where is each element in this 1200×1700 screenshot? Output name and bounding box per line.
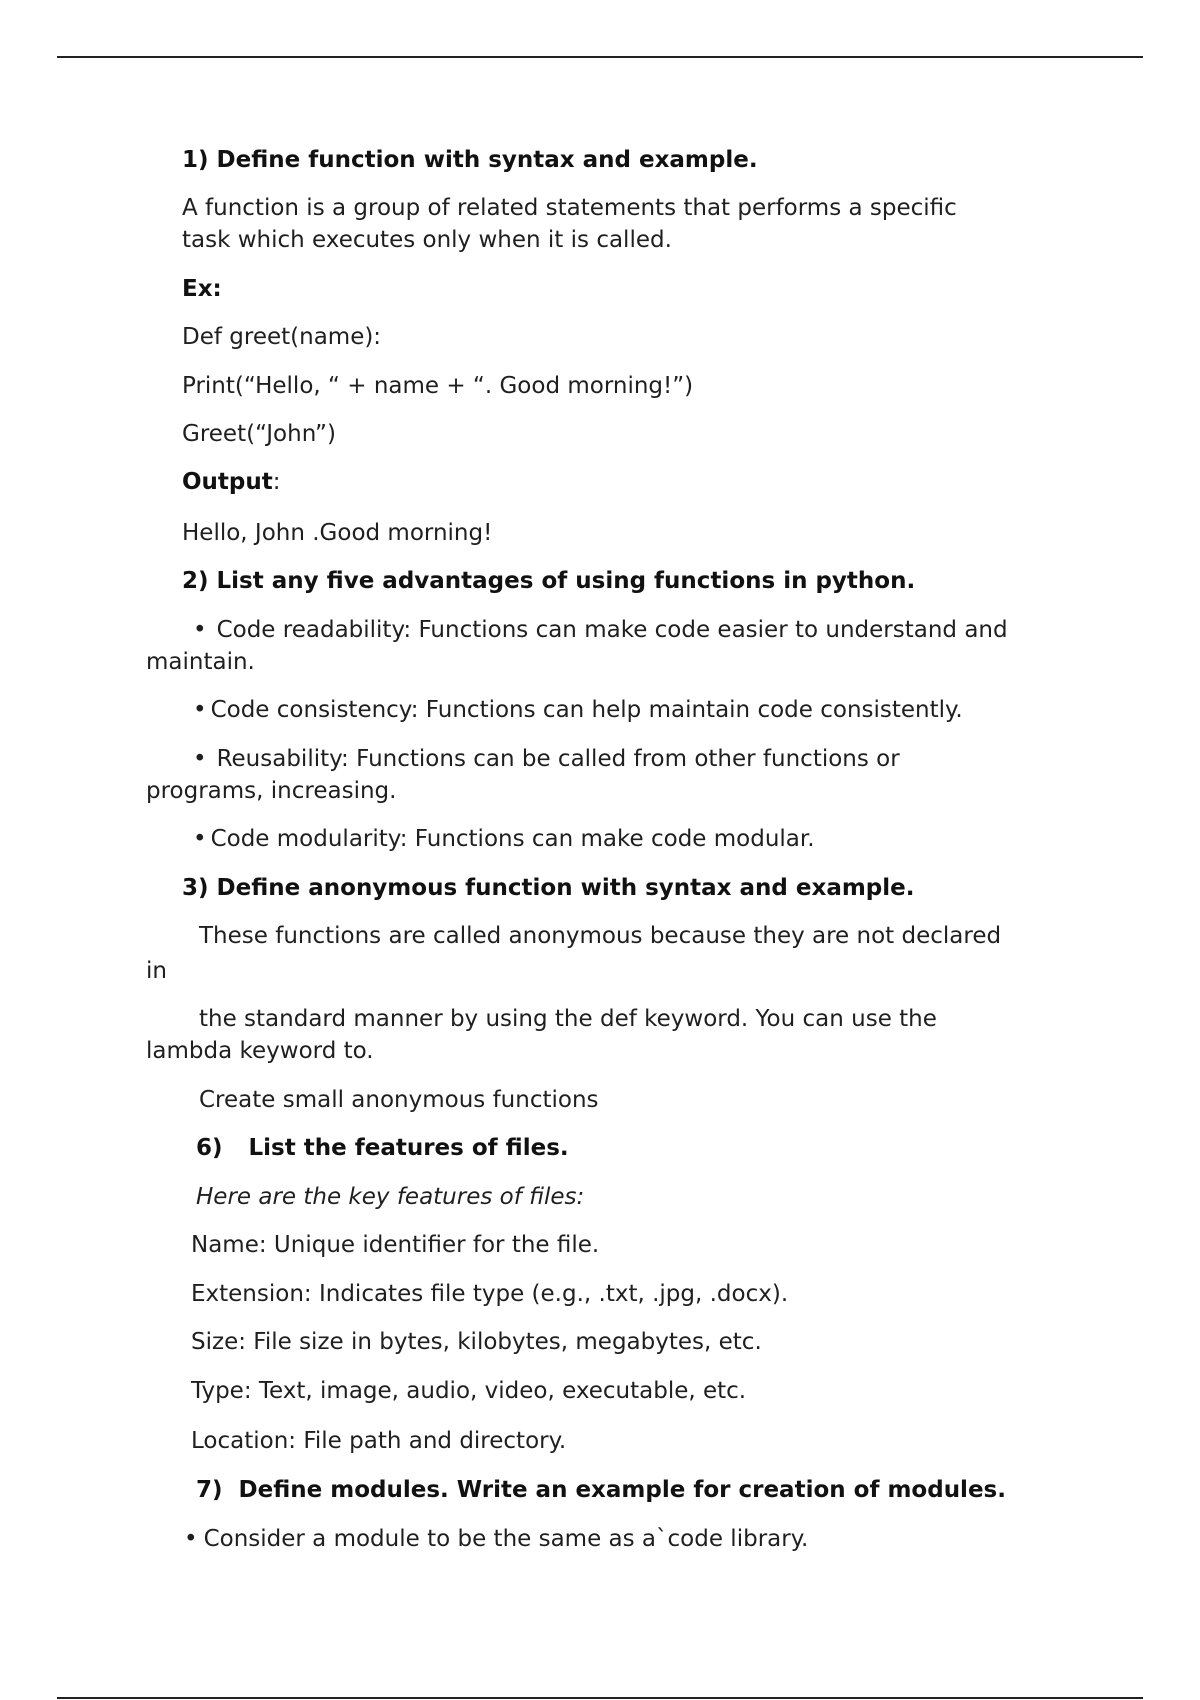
- q6-heading: [196, 1132, 569, 1164]
- bullet-icon: •: [193, 697, 207, 723]
- q7-bullet-1-text: Consider a module to be the same as a`code library.: [203, 1526, 809, 1552]
- q1-output-line: [182, 466, 281, 498]
- q3-para-3: Create small anonymous functions: [199, 1087, 599, 1113]
- q1-code-line-1: Def greet(name):: [182, 324, 382, 350]
- q1-code-line-3: Greet(“John”): [182, 421, 336, 447]
- q1-output-text: Hello, John .Good morning!: [182, 520, 493, 546]
- bottom-rule: [57, 1697, 1143, 1699]
- q3-para-1-line-2: in: [146, 958, 167, 984]
- q6-heading-text: List the features of files.: [248, 1135, 569, 1161]
- q2-bullet-2: [193, 694, 963, 726]
- bullet-icon: •: [193, 746, 207, 772]
- q1-heading: 1) Define function with syntax and example.: [182, 147, 758, 173]
- q6-heading-number: 6): [196, 1135, 223, 1161]
- q1-definition-line-2: task which executes only when it is called.: [182, 227, 672, 253]
- q3-para-2-line-2: lambda keyword to.: [146, 1038, 374, 1064]
- q7-heading-text: Define modules. Write an example for creation of modules.: [238, 1477, 1006, 1503]
- q1-output-label: Output: [182, 469, 273, 495]
- q2-bullet-3-line-1: [193, 743, 900, 775]
- q2-bullet-1-text: Code readability: Functions can make code easier to understand and: [216, 617, 1008, 643]
- bullet-icon: •: [184, 1526, 198, 1552]
- q1-code-line-2: Print(“Hello, “ + name + “. Good morning!”): [182, 373, 694, 399]
- q2-bullet-1-line-1: [193, 614, 1008, 646]
- q7-heading-number: 7): [196, 1477, 223, 1503]
- q6-feature-type: Type: Text, image, audio, video, executable, etc.: [191, 1378, 747, 1404]
- q2-bullet-4-text: Code modularity: Functions can make code modular.: [210, 826, 815, 852]
- q3-para-2-line-1: the standard manner by using the def keyword. You can use the: [199, 1006, 937, 1032]
- q6-feature-extension: Extension: Indicates file type (e.g., .txt, .jpg, .docx).: [191, 1281, 789, 1307]
- q6-feature-location: Location: File path and directory.: [191, 1428, 567, 1454]
- bullet-icon: •: [193, 826, 207, 852]
- q3-para-1-line-1: These functions are called anonymous because they are not declared: [199, 923, 1002, 949]
- q3-heading: 3) Define anonymous function with syntax and example.: [182, 875, 915, 901]
- q1-output-colon: :: [272, 469, 281, 495]
- q1-definition-line-1: A function is a group of related statements that performs a specific: [182, 195, 957, 221]
- q7-bullet-1: [184, 1523, 808, 1555]
- q2-bullet-1-line-2: maintain.: [146, 649, 255, 675]
- q6-feature-size: Size: File size in bytes, kilobytes, megabytes, etc.: [191, 1329, 762, 1355]
- q2-heading: 2) List any five advantages of using functions in python.: [182, 568, 916, 594]
- q1-example-label: Ex:: [182, 276, 222, 302]
- bullet-icon: •: [193, 617, 207, 643]
- q2-bullet-2-text: Code consistency: Functions can help maintain code consistently.: [210, 697, 963, 723]
- q2-bullet-4: [193, 823, 815, 855]
- q2-bullet-3-text: Reusability: Functions can be called from other functions or: [216, 746, 900, 772]
- q6-intro: Here are the key features of files:: [196, 1184, 585, 1210]
- q7-heading: [196, 1474, 1006, 1506]
- q2-bullet-3-line-2: programs, increasing.: [146, 778, 397, 804]
- q6-feature-name: Name: Unique identifier for the file.: [191, 1232, 600, 1258]
